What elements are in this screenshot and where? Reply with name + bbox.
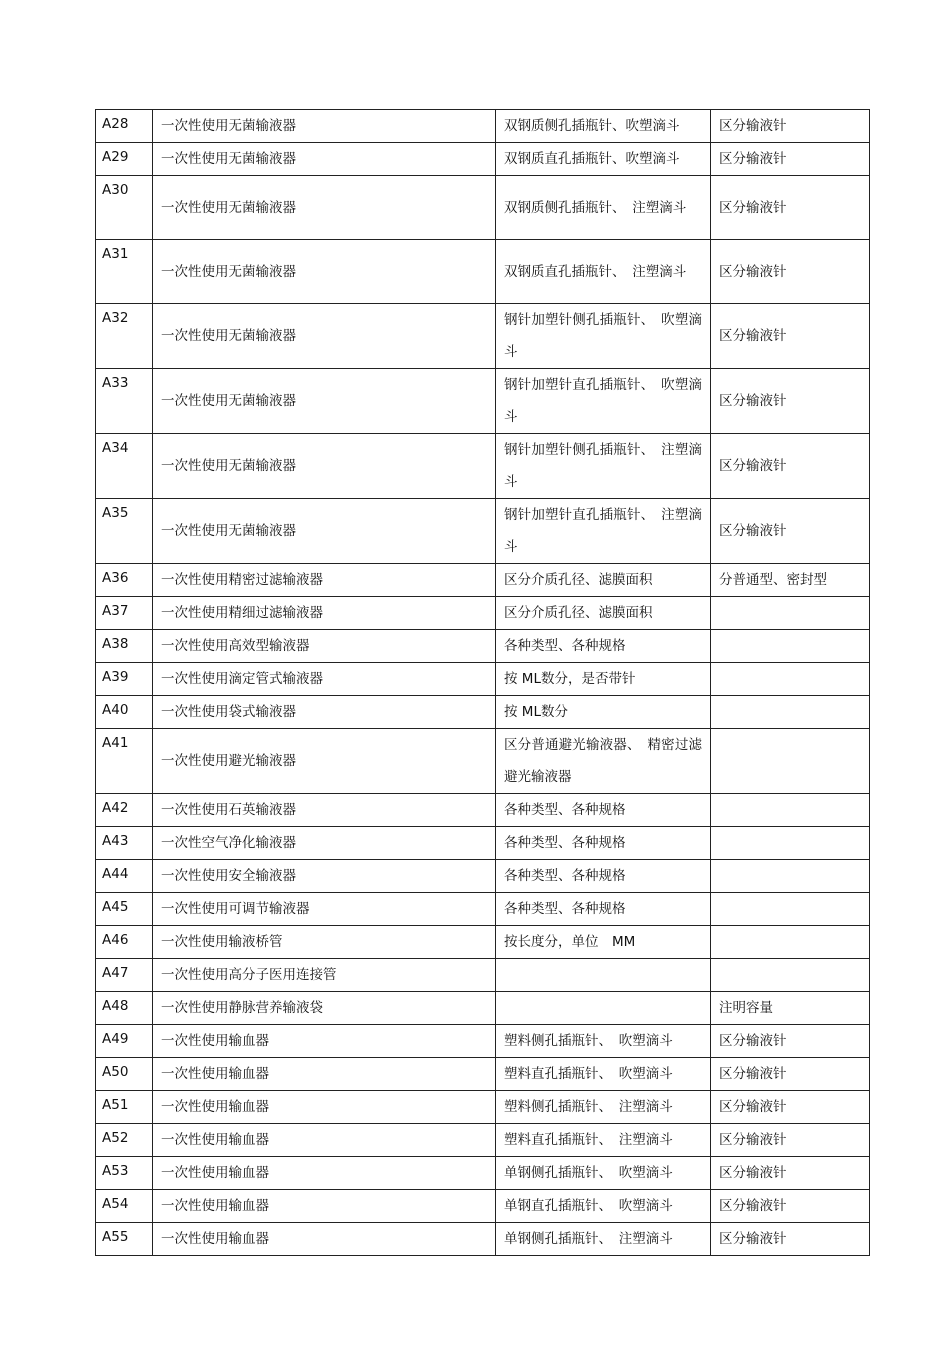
code-cell: A46 (96, 926, 153, 959)
code-cell: A52 (96, 1124, 153, 1157)
note-cell: 区分输液针 (711, 1091, 870, 1124)
note-cell (711, 597, 870, 630)
code-cell: A44 (96, 860, 153, 893)
spec-cell: 各种类型、各种规格 (496, 794, 711, 827)
product-name-cell: 一次性使用输血器 (153, 1058, 496, 1091)
code-cell: A35 (96, 499, 153, 564)
note-cell: 区分输液针 (711, 369, 870, 434)
product-name-cell: 一次性使用无菌输液器 (153, 240, 496, 304)
spec-cell: 双钢质直孔插瓶针、 注塑滴斗 (496, 240, 711, 304)
product-name-cell: 一次性使用精细过滤输液器 (153, 597, 496, 630)
product-name-cell: 一次性使用无菌输液器 (153, 176, 496, 240)
table-row (96, 1157, 870, 1190)
spec-cell: 钢针加塑针侧孔插瓶针、 吹塑滴斗 (496, 304, 711, 369)
code-cell: A43 (96, 827, 153, 860)
note-cell (711, 860, 870, 893)
spec-cell: 双钢质侧孔插瓶针、 注塑滴斗 (496, 176, 711, 240)
code-cell: A36 (96, 564, 153, 597)
product-name-cell: 一次性使用输血器 (153, 1190, 496, 1223)
code-cell: A37 (96, 597, 153, 630)
spec-cell: 塑料直孔插瓶针、 吹塑滴斗 (496, 1058, 711, 1091)
table-row (96, 1190, 870, 1223)
product-name-cell: 一次性使用无菌输液器 (153, 499, 496, 564)
spec-cell: 各种类型、各种规格 (496, 860, 711, 893)
note-cell (711, 794, 870, 827)
product-name-cell: 一次性使用袋式输液器 (153, 696, 496, 729)
code-cell: A54 (96, 1190, 153, 1223)
product-name-cell: 一次性使用安全输液器 (153, 860, 496, 893)
table-row (96, 110, 870, 143)
spec-cell: 钢针加塑针侧孔插瓶针、 注塑滴斗 (496, 434, 711, 499)
code-cell: A49 (96, 1025, 153, 1058)
note-cell: 区分输液针 (711, 1190, 870, 1223)
table-row (96, 827, 870, 860)
table-row (96, 1025, 870, 1058)
product-name-cell: 一次性使用静脉营养输液袋 (153, 992, 496, 1025)
note-cell: 区分输液针 (711, 110, 870, 143)
table-row (96, 240, 870, 304)
table-row (96, 304, 870, 369)
table-row (96, 794, 870, 827)
code-cell: A50 (96, 1058, 153, 1091)
table-row (96, 1058, 870, 1091)
table-row (96, 630, 870, 663)
product-name-cell: 一次性空气净化输液器 (153, 827, 496, 860)
product-name-cell: 一次性使用无菌输液器 (153, 369, 496, 434)
product-name-cell: 一次性使用输血器 (153, 1157, 496, 1190)
product-name-cell: 一次性使用无菌输液器 (153, 304, 496, 369)
product-name-cell: 一次性使用输血器 (153, 1124, 496, 1157)
note-cell: 区分输液针 (711, 434, 870, 499)
spec-cell: 塑料侧孔插瓶针、 吹塑滴斗 (496, 1025, 711, 1058)
spec-cell: 区分介质孔径、滤膜面积 (496, 564, 711, 597)
product-name-cell: 一次性使用输血器 (153, 1091, 496, 1124)
table-row (96, 176, 870, 240)
spec-cell: 塑料直孔插瓶针、 注塑滴斗 (496, 1124, 711, 1157)
product-name-cell: 一次性使用高效型输液器 (153, 630, 496, 663)
spec-cell: 各种类型、各种规格 (496, 827, 711, 860)
note-cell: 分普通型、密封型 (711, 564, 870, 597)
code-cell: A53 (96, 1157, 153, 1190)
code-cell: A45 (96, 893, 153, 926)
product-name-cell: 一次性使用无菌输液器 (153, 434, 496, 499)
note-cell: 区分输液针 (711, 1157, 870, 1190)
spec-cell: 单钢侧孔插瓶针、 注塑滴斗 (496, 1223, 711, 1256)
product-spec-table (95, 109, 870, 1256)
note-cell (711, 827, 870, 860)
code-cell: A30 (96, 176, 153, 240)
spec-cell: 双钢质侧孔插瓶针、吹塑滴斗 (496, 110, 711, 143)
code-cell: A40 (96, 696, 153, 729)
table-row (96, 499, 870, 564)
note-cell (711, 729, 870, 794)
table-row (96, 926, 870, 959)
note-cell: 区分输液针 (711, 499, 870, 564)
product-name-cell: 一次性使用输血器 (153, 1025, 496, 1058)
note-cell: 区分输液针 (711, 1025, 870, 1058)
code-cell: A38 (96, 630, 153, 663)
spec-cell: 塑料侧孔插瓶针、 注塑滴斗 (496, 1091, 711, 1124)
code-cell: A33 (96, 369, 153, 434)
product-name-cell: 一次性使用精密过滤输液器 (153, 564, 496, 597)
table-row (96, 959, 870, 992)
table-row (96, 1223, 870, 1256)
table-row (96, 1091, 870, 1124)
note-cell: 区分输液针 (711, 143, 870, 176)
note-cell: 区分输液针 (711, 240, 870, 304)
code-cell: A41 (96, 729, 153, 794)
code-cell: A29 (96, 143, 153, 176)
code-cell: A47 (96, 959, 153, 992)
table-row (96, 434, 870, 499)
code-cell: A28 (96, 110, 153, 143)
product-name-cell: 一次性使用石英输液器 (153, 794, 496, 827)
spec-cell (496, 992, 711, 1025)
code-cell: A39 (96, 663, 153, 696)
spec-cell: 钢针加塑针直孔插瓶针、 吹塑滴斗 (496, 369, 711, 434)
spec-cell: 按长度分，单位 MM (496, 926, 711, 959)
spec-cell: 单钢直孔插瓶针、 吹塑滴斗 (496, 1190, 711, 1223)
table-row (96, 860, 870, 893)
note-cell (711, 696, 870, 729)
note-cell (711, 893, 870, 926)
product-name-cell: 一次性使用高分子医用连接管 (153, 959, 496, 992)
note-cell (711, 663, 870, 696)
note-cell: 区分输液针 (711, 1223, 870, 1256)
product-name-cell: 一次性使用无菌输液器 (153, 110, 496, 143)
note-cell: 区分输液针 (711, 1124, 870, 1157)
table-row (96, 893, 870, 926)
product-name-cell: 一次性使用无菌输液器 (153, 143, 496, 176)
spec-cell: 按 ML数分 (496, 696, 711, 729)
product-name-cell: 一次性使用可调节输液器 (153, 893, 496, 926)
table-row (96, 696, 870, 729)
spec-cell: 按 ML数分，是否带针 (496, 663, 711, 696)
code-cell: A42 (96, 794, 153, 827)
table-row (96, 1124, 870, 1157)
note-cell: 区分输液针 (711, 1058, 870, 1091)
spec-cell: 各种类型、各种规格 (496, 630, 711, 663)
code-cell: A48 (96, 992, 153, 1025)
spec-cell (496, 959, 711, 992)
spec-cell: 钢针加塑针直孔插瓶针、 注塑滴斗 (496, 499, 711, 564)
code-cell: A31 (96, 240, 153, 304)
code-cell: A32 (96, 304, 153, 369)
code-cell: A34 (96, 434, 153, 499)
note-cell (711, 630, 870, 663)
product-name-cell: 一次性使用输血器 (153, 1223, 496, 1256)
product-name-cell: 一次性使用避光输液器 (153, 729, 496, 794)
table-row (96, 729, 870, 794)
code-cell: A55 (96, 1223, 153, 1256)
spec-cell: 双钢质直孔插瓶针、吹塑滴斗 (496, 143, 711, 176)
product-name-cell: 一次性使用滴定管式输液器 (153, 663, 496, 696)
table-row (96, 143, 870, 176)
table-row (96, 992, 870, 1025)
note-cell: 区分输液针 (711, 304, 870, 369)
table-row (96, 663, 870, 696)
note-cell (711, 959, 870, 992)
table-body (96, 110, 870, 1256)
product-name-cell: 一次性使用输液桥管 (153, 926, 496, 959)
table-row (96, 369, 870, 434)
table-row (96, 597, 870, 630)
note-cell (711, 926, 870, 959)
spec-cell: 区分介质孔径、滤膜面积 (496, 597, 711, 630)
spec-cell: 区分普通避光输液器、 精密过滤避光输液器 (496, 729, 711, 794)
spec-cell: 单钢侧孔插瓶针、 吹塑滴斗 (496, 1157, 711, 1190)
note-cell: 区分输液针 (711, 176, 870, 240)
table-row (96, 564, 870, 597)
spec-cell: 各种类型、各种规格 (496, 893, 711, 926)
code-cell: A51 (96, 1091, 153, 1124)
note-cell: 注明容量 (711, 992, 870, 1025)
